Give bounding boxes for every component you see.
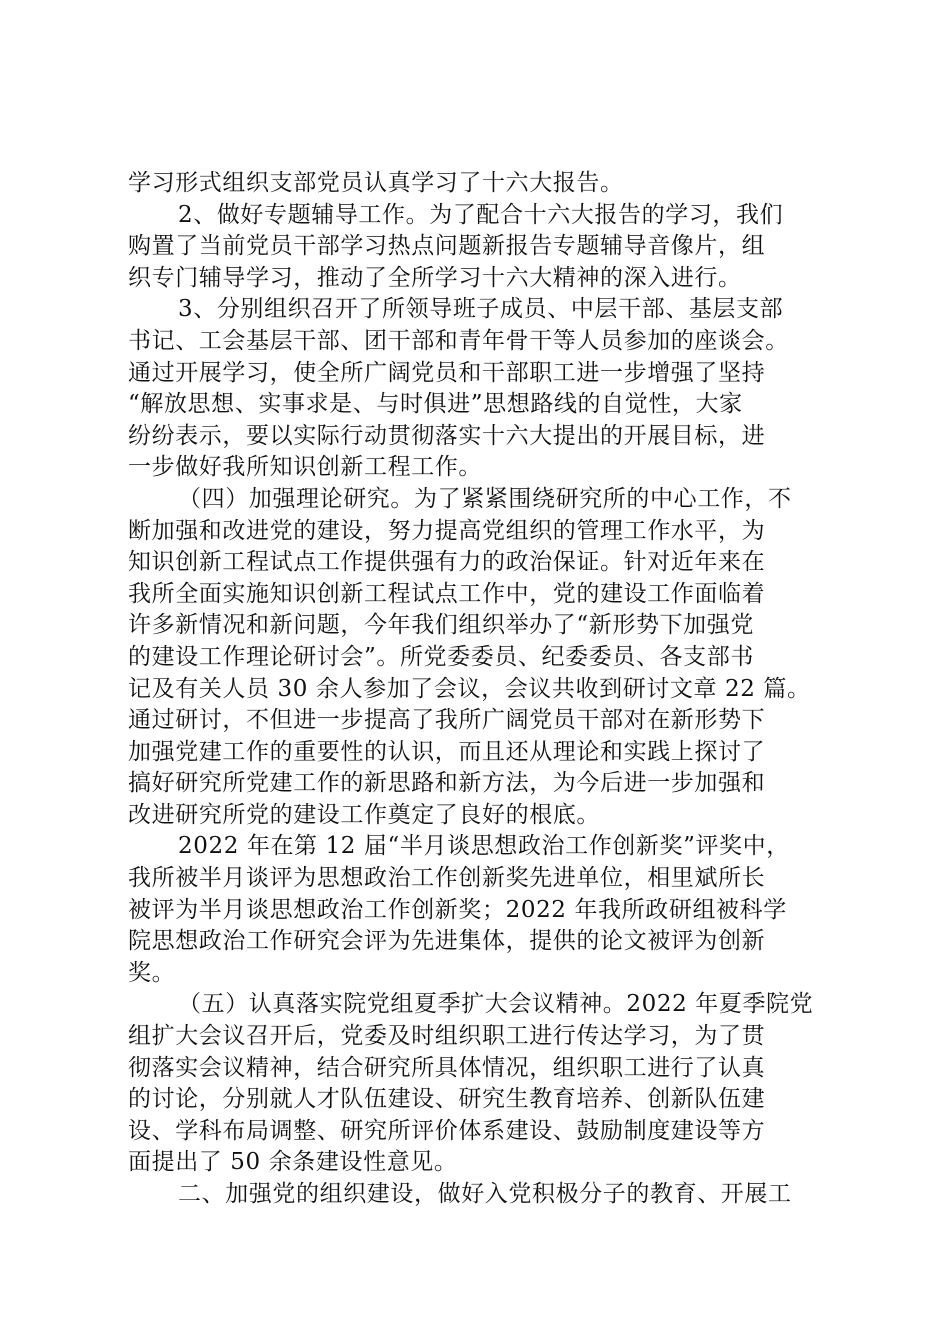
text-line: 的建设工作理论研讨会”。所党委委员、纪委委员、各支部书	[128, 643, 754, 670]
text-line: 学习形式组织支部党员认真学习了十六大报告。	[128, 170, 624, 196]
document-body	[128, 168, 844, 1211]
text-line: 断加强和改进党的建设，努力提高党组织的管理工作水平，为	[128, 517, 766, 544]
text-line: 许多新情况和新问题，今年我们组织举办了“新形势下加强党	[128, 612, 754, 639]
text-line: 织专门辅导学习，推动了全所学习十六大精神的深入进行。	[128, 264, 742, 291]
text-line: 改进研究所党的建设工作奠定了良好的根底。	[128, 801, 600, 828]
text-line: 记及有关人员 30 余人参加了会议，会议共收到研讨文章 22 篇。	[128, 675, 811, 702]
text-line: 知识创新工程试点工作提供强有力的政治保证。针对近年来在	[128, 549, 766, 576]
text-line: 我所被半月谈评为思想政治工作创新奖先进单位，相里斌所长	[128, 865, 766, 892]
text-line: 设、学科布局调整、研究所评价体系建设、鼓励制度建设等方	[128, 1117, 766, 1144]
text-line: 奖。	[128, 959, 176, 986]
text-line: 加强党建工作的重要性的认识，而且还从理论和实践上探讨了	[128, 738, 766, 765]
text-line: “解放思想、实事求是、与时俱进”思想路线的自觉性，大家	[128, 391, 743, 418]
text-line: 2、做好专题辅导工作。为了配合十六大报告的学习，我们	[178, 201, 784, 228]
text-line: 被评为半月谈思想政治工作创新奖；2022 年我所政研组被科学	[128, 896, 787, 923]
text-line: 面提出了 50 余条建设性意见。	[128, 1149, 458, 1176]
text-line: 搞好研究所党建工作的新思路和新方法，为今后进一步加强和	[128, 770, 766, 797]
text-line: 的讨论，分别就人才队伍建设、研究生教育培养、创新队伍建	[128, 1086, 766, 1113]
text-line: 一步做好我所知识创新工程工作。	[128, 454, 482, 481]
text-line: 我所全面实施知识创新工程试点工作中，党的建设工作面临着	[128, 580, 766, 607]
text-line: 纷纷表示，要以实际行动贯彻落实十六大提出的开展目标，进	[128, 422, 766, 449]
text-line: 通过开展学习，使全所广阔党员和干部职工进一步增强了坚持	[128, 359, 766, 386]
text-line: 院思想政治工作研究会评为先进集体，提供的论文被评为创新	[128, 928, 766, 955]
text-line: 彻落实会议精神，结合研究所具体情况，组织职工进行了认真	[128, 1054, 766, 1081]
text-line: 3、分别组织召开了所领导班子成员、中层干部、基层支部	[178, 296, 784, 323]
text-line: 组扩大会议召开后，党委及时组织职工进行传达学习，为了贯	[128, 1023, 766, 1050]
text-line: 2022 年在第 12 届“半月谈思想政治工作创新奖”评奖中，	[178, 833, 790, 860]
text-line: 购置了当前党员干部学习热点问题新报告专题辅导音像片，组	[128, 233, 766, 260]
text-line: 二、加强党的组织建设，做好入党积极分子的教育、开展工	[178, 1181, 792, 1207]
text-line: 通过研讨，不但进一步提高了我所广阔党员干部对在新形势下	[128, 707, 766, 734]
text-line: （四）加强理论研究。为了紧紧围绕研究所的中心工作，不	[178, 485, 792, 512]
text-line: 书记、工会基层干部、团干部和青年骨干等人员参加的座谈会。	[128, 327, 789, 354]
text-line: （五）认真落实院党组夏季扩大会议精神。2022 年夏季院党	[178, 991, 814, 1018]
